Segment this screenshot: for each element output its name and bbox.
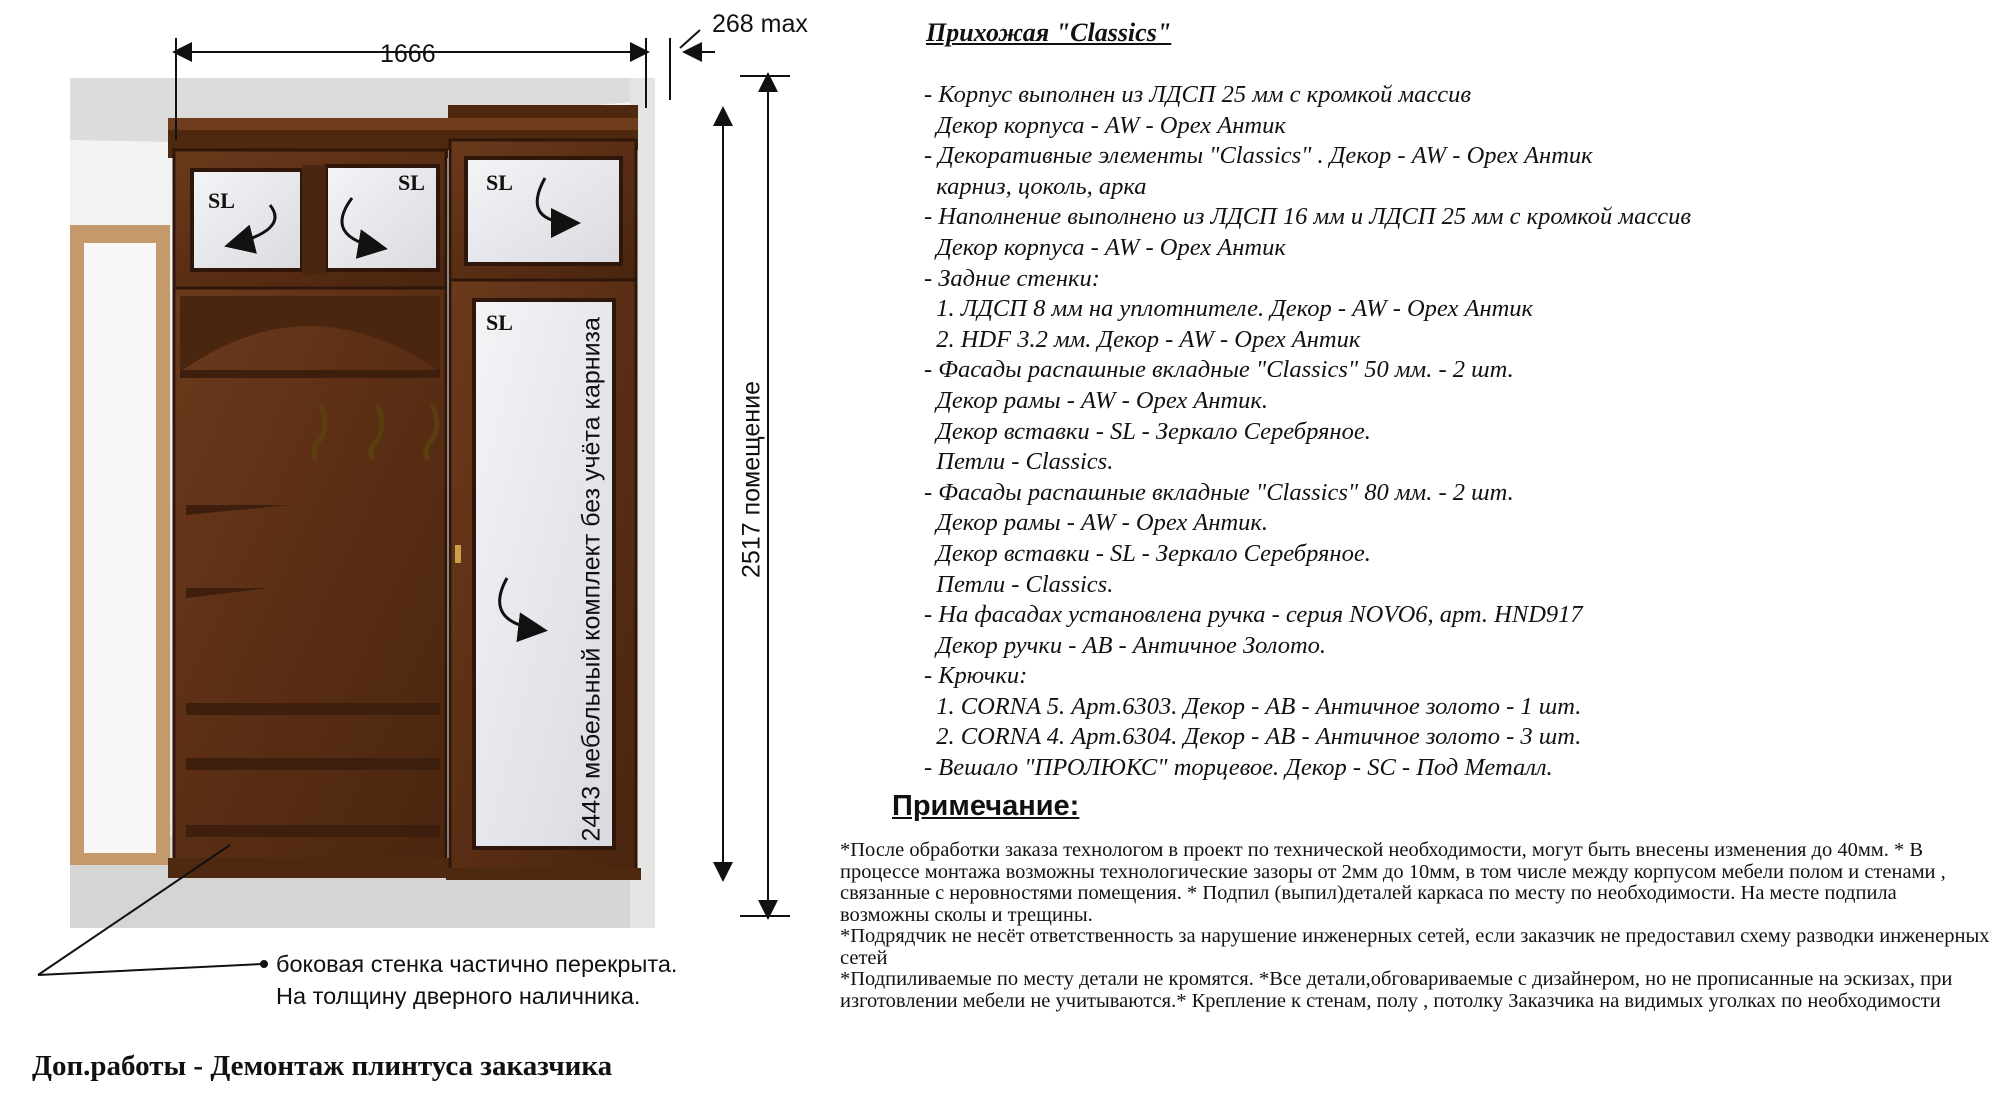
note-title: Примечание: [892, 790, 1080, 822]
side-note-line-1: боковая стенка частично перекрыта. [276, 951, 678, 977]
spec-line: Петли - Classics. [924, 570, 1114, 598]
width-dimension: 1666 [380, 40, 436, 68]
sl-label-4: SL [486, 310, 513, 335]
depth-dimension: 268 max [712, 10, 808, 38]
plinth-left [168, 858, 453, 878]
spec-line: 1. CORNA 5. Арт.6303. Декор - AB - Античное золото - 1 шт. [924, 692, 1582, 720]
spec-line: Декор вставки - SL - Зеркало Серебряное. [924, 539, 1371, 567]
spec-line: 2. CORNA 4. Арт.6304. Декор - AB - Античное золото - 3 шт. [924, 723, 1582, 751]
hallway-illustration [0, 0, 860, 1101]
spec-line: карниз, цоколь, арка [924, 172, 1147, 200]
furniture-drawing [0, 0, 860, 1101]
spec-line: Декор рамы - AW - Орех Антик. [924, 386, 1269, 414]
side-wall-note [276, 948, 677, 1012]
note-block [840, 840, 1990, 1012]
spec-line: - Корпус выполнен из ЛДСП 25 мм с кромкой массив [924, 81, 1471, 108]
spec-line: Петли - Classics. [924, 448, 1114, 476]
spec-line: - Фасады распашные вкладные "Classics" 80 мм. - 2 шт. [924, 478, 1514, 506]
cornice-top [168, 118, 638, 130]
spec-line: - Крючки: [924, 662, 1028, 690]
spec-list [924, 80, 1994, 784]
door-opening [84, 243, 156, 853]
extra-works-footer: Доп.работы - Демонтаж плинтуса заказчика [32, 1050, 613, 1082]
furniture-height-dimension: 2443 мебельный комплект без учёта карниза [577, 317, 606, 842]
plinth-right [446, 868, 641, 880]
note-paragraph-1: *После обработки заказа технологом в проект по технической необходимости, могут быть внесены изменения до 40мм. * В процессе монтажа возможны технологические зазоры от 2мм до 10мм, в том числе между корпусом мебели полом и стенами , связанные с неровностями помещения. * Подпил (выпил)деталей каркаса по месту по необходимости. На месте подпила возможны сколы и трещины. [840, 839, 1946, 926]
room-height-dimension: 2517 помещение [737, 381, 766, 578]
spec-line: Декор ручки - AB - Античное Золото. [924, 631, 1327, 659]
mirror-top-1 [192, 170, 302, 270]
specification [924, 18, 1994, 784]
side-note-bullet [260, 960, 268, 968]
sl-label-3: SL [486, 170, 513, 195]
spec-line: - Декоративные элементы "Classics" . Декор - AW - Орех Антик [924, 142, 1593, 170]
spec-line: - Наполнение выполнено из ЛДСП 16 мм и ЛДСП 25 мм с кромкой массив [924, 203, 1691, 231]
spec-line: - Вешало "ПРОЛЮКС" торцевое. Декор - SC - Под Металл. [924, 754, 1553, 782]
sl-label-1: SL [208, 188, 235, 213]
spec-line: - Фасады распашные вкладные "Classics" 50 мм. - 2 шт. [924, 356, 1514, 384]
side-note-leader-2 [38, 964, 262, 975]
note-paragraph-3: *Подпиливаемые по месту детали не кромятся. *Все детали,обговариваемые с дизайнером, но не прописанные на эскизах, при изготовлении мебели не учитываются.* Крепление к стенам, полу , потолку Заказчика на видимых уголках по необходимости [840, 968, 1953, 1012]
spec-line: 2. HDF 3.2 мм. Декор - AW - Орех Антик [924, 325, 1361, 353]
spec-line: Декор корпуса - AW - Орех Антик [924, 233, 1286, 261]
spec-title: Прихожая "Classics" [926, 18, 1172, 47]
furniture [168, 105, 641, 880]
spec-line: - На фасадах установлена ручка - серия NOVO6, арт. HND917 [924, 601, 1583, 629]
spec-line: Декор вставки - SL - Зеркало Серебряное. [924, 417, 1371, 445]
spec-line: Декор корпуса - AW - Орех Антик [924, 111, 1286, 139]
spec-line: 1. ЛДСП 8 мм на уплотнителе. Декор - AW - Орех Антик [924, 295, 1534, 323]
spec-line: Декор рамы - AW - Орех Антик. [924, 509, 1269, 537]
side-note-line-2: На толщину дверного наличника. [276, 983, 641, 1009]
sl-label-2: SL [398, 170, 425, 195]
spec-line: - Задние стенки: [924, 264, 1100, 292]
depth-leader [680, 30, 700, 48]
note-paragraph-2: *Подрядчик не несёт ответственность за нарушение инженерных сетей, если заказчик не предоставил схему разводки инженерных сетей [840, 925, 1990, 969]
